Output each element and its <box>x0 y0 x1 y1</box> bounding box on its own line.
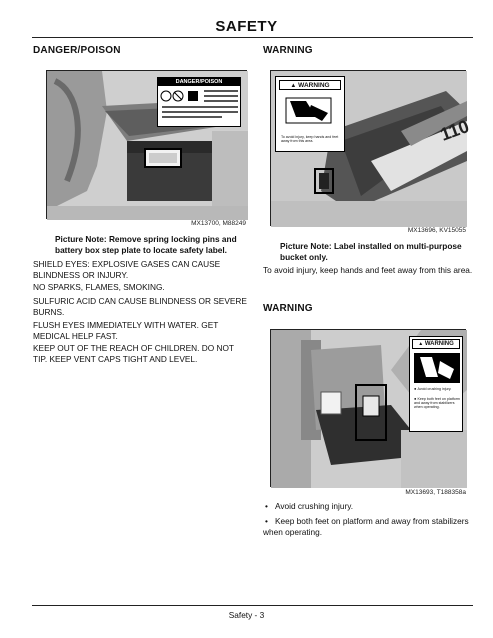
decal-warning-title <box>412 339 460 349</box>
page-footer: Safety - 3 <box>228 610 265 620</box>
page-title: SAFETY <box>215 18 278 35</box>
right-top-body: To avoid injury, keep hands and feet away from this area. <box>263 265 473 275</box>
bucket-figure <box>270 70 472 226</box>
right-top-section-heading: WARNING <box>263 45 313 56</box>
left-picture-note: Picture Note: Remove spring locking pins and battery box step plate to locate safety label. <box>55 234 237 255</box>
left-paragraph-5: KEEP OUT OF THE REACH OF CHILDREN. DO NOT TIP. KEEP VENT CAPS TIGHT AND LEVEL. <box>33 343 234 364</box>
crush-pictogram-icon <box>410 351 464 385</box>
left-section-heading: DANGER/POISON <box>33 45 121 56</box>
right-bottom-bullet-2: • Keep both feet on platform and away from stabilizers when operating. <box>263 516 469 537</box>
left-figure-id: MX13700, M88249 <box>191 220 246 227</box>
svg-text:110: 110 <box>437 116 472 145</box>
warning-triangle-icon: ▲ <box>418 341 424 347</box>
battery-figure <box>46 70 247 219</box>
platform-figure <box>270 329 466 487</box>
left-paragraph-1: SHIELD EYES: EXPLOSIVE GASES CAN CAUSE BLINDNESS OR INJURY. <box>33 259 221 280</box>
decal-title: DANGER/POISON <box>158 78 240 86</box>
footer-rule <box>32 605 473 606</box>
hand-crush-pictogram-icon <box>276 93 346 133</box>
header-rule <box>32 37 473 38</box>
danger-poison-decal <box>157 77 241 127</box>
decal-line-1: ● Avoid crushing injury. <box>414 386 452 391</box>
decal-warning-title <box>279 80 341 90</box>
right-top-figure-id: MX13696, KV15055 <box>407 227 466 234</box>
decal-symbols <box>158 86 242 128</box>
warning-decal-hands <box>275 76 345 152</box>
left-paragraph-2: NO SPARKS, FLAMES, SMOKING. <box>33 282 165 292</box>
right-bottom-figure-id: MX13693, T188358a <box>405 489 466 496</box>
left-paragraph-4: FLUSH EYES IMMEDIATELY WITH WATER. GET MEDICAL HELP FAST. <box>33 320 219 341</box>
right-top-picture-note: Picture Note: Label installed on multi-purpose bucket only. <box>280 241 462 262</box>
decal-title-text: WARNING <box>298 82 330 89</box>
warning-decal-crush <box>409 336 463 432</box>
left-paragraph-3: SULFURIC ACID CAN CAUSE BLINDNESS OR SEVERE BURNS. <box>33 296 247 317</box>
right-bottom-section-heading: WARNING <box>263 303 313 314</box>
decal-line-2: ● Keep both feet on platform and away from stabilizers when operating. <box>414 396 460 410</box>
warning-triangle-icon: ▲ <box>290 83 297 89</box>
right-bottom-bullet-1: • Avoid crushing injury. <box>265 501 354 511</box>
decal-title-text: WARNING <box>424 341 454 347</box>
decal-caption: To avoid injury, keep hands and feet away from this area. <box>281 135 339 144</box>
